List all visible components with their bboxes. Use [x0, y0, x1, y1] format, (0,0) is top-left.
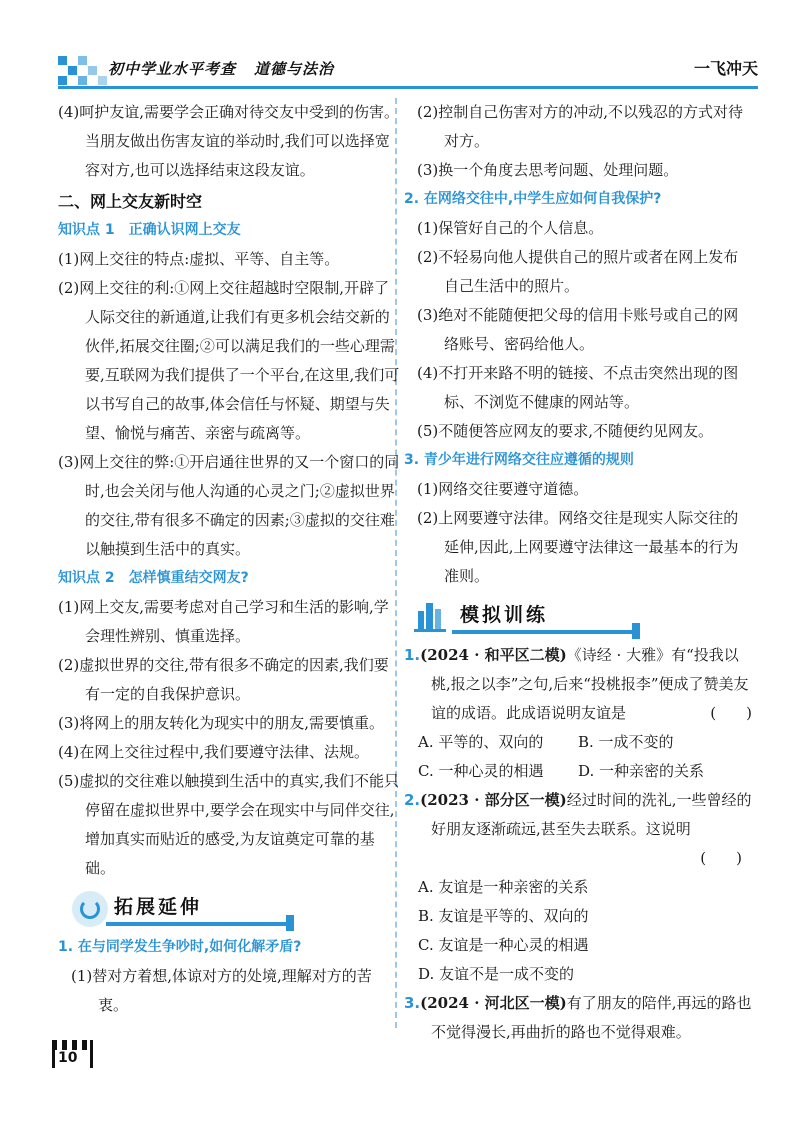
question-heading-1: 1. 在与同学发生争吵时,如何化解矛盾?: [58, 939, 302, 955]
page-number: 10: [58, 1050, 78, 1066]
mcq-2-option-d[interactable]: D. 友谊不是一成不变的: [418, 965, 575, 983]
right-column: [404, 98, 752, 1047]
header-rule: [58, 86, 758, 89]
mcq-3-source: (2024 · 河北区一模): [420, 994, 567, 1012]
banner-practice: [404, 597, 752, 637]
mcq-3-number: 3.: [404, 994, 421, 1012]
mcq-1-source: (2024 · 和平区二模): [420, 646, 567, 664]
kp2-item-5: (5)虚拟的交往难以触摸到生活中的真实,我们不能只停留在虚拟世界中,要学会在现实中与同伴交往,增加真实而贴近的感受,为友谊奠定可靠的基础。: [58, 772, 400, 877]
q1-item-3: (3)换一个角度去思考问题、处理问题。: [417, 161, 679, 179]
kp1-item-3: (3)网上交往的弊:①开启通往世界的又一个窗口的同时,也会关闭与他人沟通的心灵之门;②虚拟世界的交往,带有很多不确定的因素;③虚拟的交往难以触摸到生活中的真实。: [58, 453, 400, 558]
mcq-1-stem: 《诗经 · 大雅》有“投我以桃,报之以李”之句,后来“投桃报李”便成了赞美友谊的成语。此成语说明友谊是: [431, 646, 749, 722]
mcq-2-option-b[interactable]: B. 友谊是平等的、双向的: [418, 907, 589, 925]
page-number-badge: [52, 1040, 96, 1070]
kp1-item-1: (1)网上交往的特点:虚拟、平等、自主等。: [58, 250, 340, 268]
kp1-item-2: (2)网上交往的利:①网上交往超越时空限制,开辟了人际交往的新通道,让我们有更多机会结交新的伙伴,拓展交往圈;②可以满足我们的一些心理需要,互联网为我们提供了一个平台,在这里,我们可以书写自己的故事,体会信任与怀疑、期望与失望、愉悦与痛苦、亲密与疏离等。: [58, 279, 400, 442]
q2-item-3: (3)绝对不能随便把父母的信用卡账号或自己的网络账号、密码给他人。: [417, 306, 739, 353]
q3-item-1: (1)网络交往要遵守道德。: [417, 480, 589, 498]
header-brand: 一飞冲天: [693, 59, 758, 78]
q3-item-2: (2)上网要遵守法律。网络交往是现实人际交往的延伸,因此,上网要遵守法律这一最基本的行为准则。: [417, 509, 739, 585]
extension-icon: [72, 891, 108, 927]
mcq-1-option-c[interactable]: C. 一种心灵的相遇: [418, 762, 544, 780]
kp2-item-1: (1)网上交友,需要考虑对自己学习和生活的影响,学会理性辨别、慎重选择。: [58, 598, 389, 645]
checkered-flag-icon: [52, 1040, 92, 1050]
header-title-series: 初中学业水平考查: [108, 60, 237, 78]
mcq-1-answer-blank[interactable]: ( ): [710, 704, 752, 722]
mcq-2-source: (2023 · 部分区一模): [420, 791, 567, 809]
kp2-item-2: (2)虚拟世界的交往,带有很多不确定的因素,我们要有一定的自我保护意识。: [58, 656, 389, 703]
mcq-3-stem: 有了朋友的陪伴,再远的路也不觉得漫长,再曲折的路也不觉得艰难。: [431, 994, 752, 1041]
q2-item-5: (5)不随便答应网友的要求,不随便约见网友。: [417, 422, 714, 440]
mcq-1-number: 1.: [404, 646, 421, 664]
mcq-2-stem: 经过时间的洗礼,一些曾经的好朋友逐渐疏远,甚至失去联系。这说明: [431, 791, 752, 838]
mcq-1: [404, 641, 752, 786]
kp2-item-3: (3)将网上的朋友转化为现实中的朋友,需要慎重。: [58, 714, 385, 732]
mcq-1-option-d[interactable]: D. 一种亲密的关系: [578, 762, 705, 780]
mcq-1-option-a[interactable]: A. 平等的、双向的: [418, 733, 544, 751]
mcq-2-number: 2.: [404, 791, 421, 809]
mcq-2-option-a[interactable]: A. 友谊是一种亲密的关系: [418, 878, 589, 896]
question-heading-2: 2. 在网络交往中,中学生应如何自我保护?: [404, 191, 662, 207]
mcq-2: [404, 786, 752, 989]
mcq-3: [404, 989, 752, 1047]
para-friendship-hurt: (4)呵护友谊,需要学会正确对待交友中受到的伤害。当朋友做出伤害友谊的举动时,我们可以选择宽容对方,也可以选择结束这段友谊。: [58, 103, 400, 179]
section-heading-online: 二、网上交友新时空: [58, 192, 203, 211]
q1-item-2: (2)控制自己伤害对方的冲动,不以残忍的方式对待对方。: [417, 103, 744, 150]
mcq-2-answer-blank[interactable]: ( ): [700, 849, 742, 867]
mcq-2-option-c[interactable]: C. 友谊是一种心灵的相遇: [418, 936, 589, 954]
q2-item-1: (1)保管好自己的个人信息。: [417, 219, 604, 237]
knowledge-point-1: 知识点 1 正确认识网上交友: [58, 222, 241, 238]
page-header: [58, 52, 758, 88]
city-icon: [414, 597, 448, 633]
banner-practice-title: 模拟训练: [460, 604, 549, 626]
header-title-subject: 道德与法治: [254, 60, 335, 78]
question-heading-3: 3. 青少年进行网络交往应遵循的规则: [404, 452, 634, 468]
q1-item-1: (1)替对方着想,体谅对方的处境,理解对方的苦衷。: [71, 967, 372, 1014]
banner-extension: [58, 889, 400, 929]
left-column: [58, 98, 400, 1020]
q2-item-2: (2)不轻易向他人提供自己的照片或者在网上发布自己生活中的照片。: [417, 248, 739, 295]
kp2-item-4: (4)在网上交往过程中,我们要遵守法律、法规。: [58, 743, 370, 761]
knowledge-point-2: 知识点 2 怎样慎重结交网友?: [58, 570, 249, 586]
q2-item-4: (4)不打开来路不明的链接、不点击突然出现的图标、不浏览不健康的网站等。: [417, 364, 739, 411]
mcq-1-option-b[interactable]: B. 一成不变的: [578, 733, 674, 751]
header-decoration: [58, 56, 108, 86]
banner-extension-title: 拓展延伸: [114, 896, 203, 918]
header-title: [108, 58, 352, 79]
